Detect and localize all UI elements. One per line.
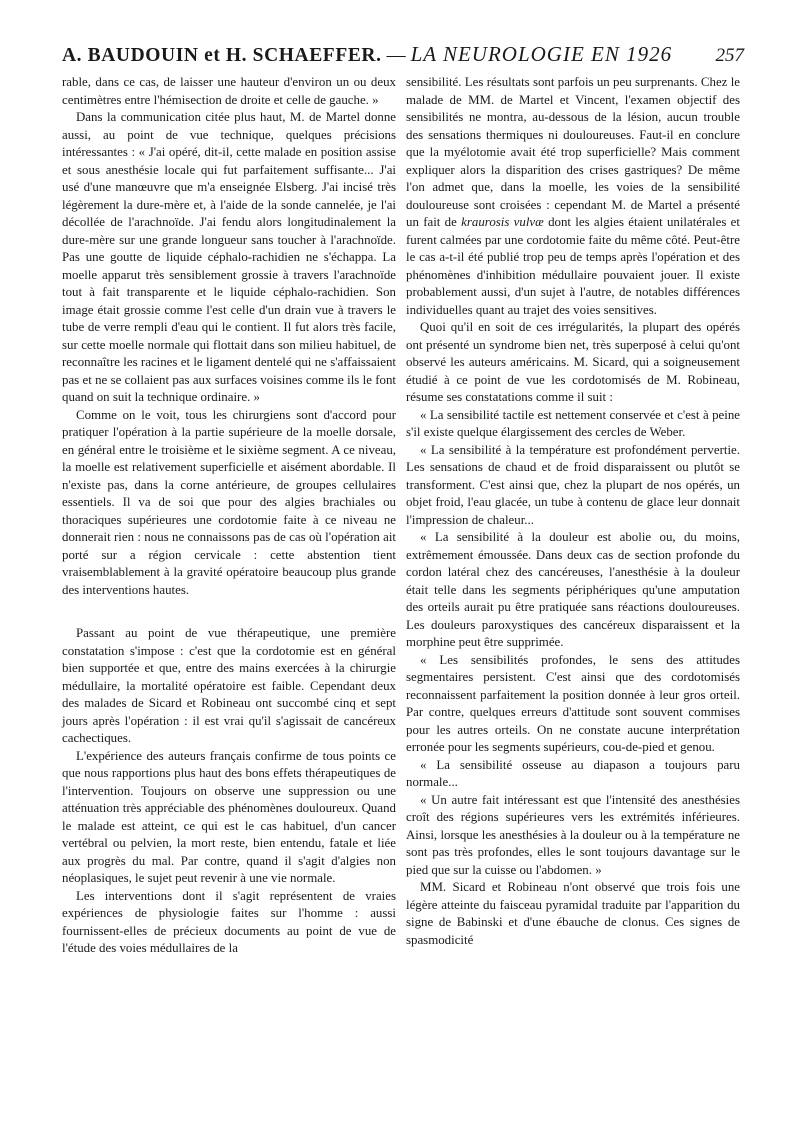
right-column <box>406 74 740 949</box>
left-paragraph-6: Les interventions dont il s'agit représentent de vraies expériences de physiologie faites sur l'homme : aussi fournissent-elles de précieux documents au point de vue de l'étude des voies médullaires de la <box>62 888 396 955</box>
quote-paragraph-4: « Les sensibilités profondes, le sens des attitudes segmentaires persistent. C'est ainsi que des cordotomisés reconnaissent parfaitement la position donnée à leur gros orteil. Par contre, quelques erreurs d'attitude sont souvent commises pour les autres orteils. On ne constate aucune interprétation erronée pour les segments supérieurs, cou-de-pied et genou. <box>406 652 740 754</box>
header-left <box>62 42 672 67</box>
right-paragraph-1-text: sensibilité. Les résultats sont parfois un peu surprenants. Chez le malade de MM. de Martel et Vincent, l'examen objectif des sensibilités ne montra, au-dessous de la lésion, aucun trouble des sensations thermiques ni douloureuses. Faut-il en conclure que la myélotomie avait été trop superficielle? Mais comment expliquer alors la disparition des crises gastriques? De même l'on admet que, dans la moelle, les voies de la sensibilité douloureuse sont croisées : cependant M. de Martel a présenté un fait de <box>406 75 740 229</box>
left-paragraph-2: Dans la communication citée plus haut, M. de Martel donne aussi, au point de vue technique, quelques précisions intéressantes : « J'ai opéré, dit-il, cette malade en position assise et sous anesthésie locale qui fut parfaitement suffisante... J'ai usé d'une manœuvre que m'a enseignée Elsberg. J'ai incisé très légèrement la dure-mère et, à l'aide de la sonde cannelée, je l'ai décollée de l'arachnoïde. J'ai fendu alors longitudinalement la dure-mère sur une grande longueur sans toucher à l'arachnoïde. Pas une goutte de liquide céphalo-rachidien ne s'échappa. La moelle apparut très sensiblement grossie à travers l'arachnoïde tout à fait transparente et le liquide céphalo-rachidien. Son image était grossie comme l'est celle d'un drain vue à travers le tube de verre rempli d'eau qui le contient. Il fut alors très facile, sur cette moelle normale qui flottait dans son milieu habituel, de reconnaître les racines et le ligament dentelé qui ne s'affaissaient pas et ne se collaient pas aux surfaces voisines comme ils le font quand on suit la technique ordinaire. » <box>62 110 396 404</box>
header-journal-title: LA NEUROLOGIE EN 1926 <box>410 42 673 66</box>
right-paragraph-1-italic-term: kraurosis vulvæ <box>461 215 544 229</box>
right-paragraph-2: Quoi qu'il en soit de ces irrégularités, la plupart des opérés ont présenté un syndrome bien net, très superposé à celui qu'ont observé les auteurs américains. M. Sicard, qui a soigneusement étudié à ce point de vue les cordotomisés de M. Robineau, résume ses constatations comme il suit : <box>406 320 740 404</box>
header-separator: — <box>386 45 406 66</box>
left-paragraph-3: Comme on le voit, tous les chirurgiens sont d'accord pour pratiquer l'opération à la partie supérieure de la moelle dorsale, en général entre le troisième et le sixième segment. A ce niveau, la moelle est relativement superficielle et aisément abordable. Il n'existe pas, dans la corne antérieure, de groupes cellulaires essentiels. Il va de soi que pour des algies brachiales ou thoraciques supérieures une cordotomie faite à ce niveau ne donnerait rien : nous ne connaissons pas de cas où l'opération ait porté sur a région cervicale : cette abstention tient vraisemblablement à la gravité opératoire beaucoup plus grande des interventions hautes. <box>62 407 396 597</box>
left-column <box>62 74 396 958</box>
quote-paragraph-1: « La sensibilité tactile est nettement conservée et c'est à peine s'il existe quelque élargissement des cercles de Weber. <box>406 407 740 439</box>
right-paragraph-1-tail: dont les algies étaient unilatérales et furent calmées par une cordotomie faite du même côté. Peut-être le cas a-t-il été publié trop peu de temps après l'opération et des phénomènes d'inhibition médullaire pouvaient jouer. Il existe probablement aussi, d'un sujet à l'autre, de notables différences individuelles quant au trajet des voies sensitives. <box>406 215 740 317</box>
left-paragraph-4: Passant au point de vue thérapeutique, une première constatation s'impose : c'est que la cordotomie est en général bien supportée et que, entre des mains exercées à la chirurgie médullaire, la mortalité opératoire est faible. Cependant deux des malades de Sicard et Robineau ont succombé cinq et sept jours après l'opération : il est vrai qu'il s'agissait de cancéreux cachectiques. <box>62 626 396 745</box>
quote-paragraph-6: « Un autre fait intéressant est que l'intensité des anesthésies croît des régions supérieures vers les extrémités inférieures. Ainsi, lorsque les anesthésies à la douleur ou à la température ne sont pas très profondes, elles le sont toujours davantage sur le pied que sur la cuisse ou l'abdomen. » <box>406 792 740 877</box>
page-number: 257 <box>715 45 744 66</box>
header-authors: A. BAUDOUIN et H. SCHAEFFER. <box>62 45 382 66</box>
running-header <box>62 42 744 66</box>
left-paragraph-1: rable, dans ce cas, de laisser une hauteur d'environ un ou deux centimètres entre l'hémisection de droite et celle de gauche. » <box>62 75 396 107</box>
left-paragraph-5: L'expérience des auteurs français confirme de tous points ce que nous rapportions plus haut des bons effets thérapeutiques de l'intervention. Toujours on observe une suppression ou une atténuation très appréciable des phénomènes douloureux. Quand le malade est atteint, ce qui est le cas habituel, d'un cancer vertébral ou pelvien, la mort reste, bien entendu, fatale et liée aux progrès du mal. Par contre, quand il s'agit d'algies non néoplasiques, le sujet peut revenir à une vie normale. <box>62 748 396 885</box>
quote-paragraph-5: « La sensibilité osseuse au diapason a toujours paru normale... <box>406 757 740 789</box>
quote-paragraph-3: « La sensibilité à la douleur est abolie ou, du moins, extrêmement émoussée. Dans deux cas de section profonde du cordon latéral chez des cancéreuses, l'anesthésie à la douleur était telle dans les segments périphériques qu'une amputation des orteils aurait pu être pratiquée sans réactions douloureuses. Les douleurs paroxystiques des cancéreux disparaissent et la morphine peut être supprimée. <box>406 530 740 649</box>
right-paragraph-3: MM. Sicard et Robineau n'ont observé que trois fois une légère atteinte du faisceau pyramidal traduite par l'apparition du signe de Babinski et d'une ébauche de clonus. Ces signes de spasmodicité <box>406 880 740 947</box>
quote-paragraph-2: « La sensibilité à la température est profondément pervertie. Les sensations de chaud et de froid disparaissent ou plutôt se transforment. C'est ainsi que, chez la plupart de nos opérés, un objet froid, l'eau glacée, un tube à contenu de glace leur donnait l'impression de chaleur... <box>406 442 740 527</box>
right-paragraph-1 <box>406 74 740 319</box>
